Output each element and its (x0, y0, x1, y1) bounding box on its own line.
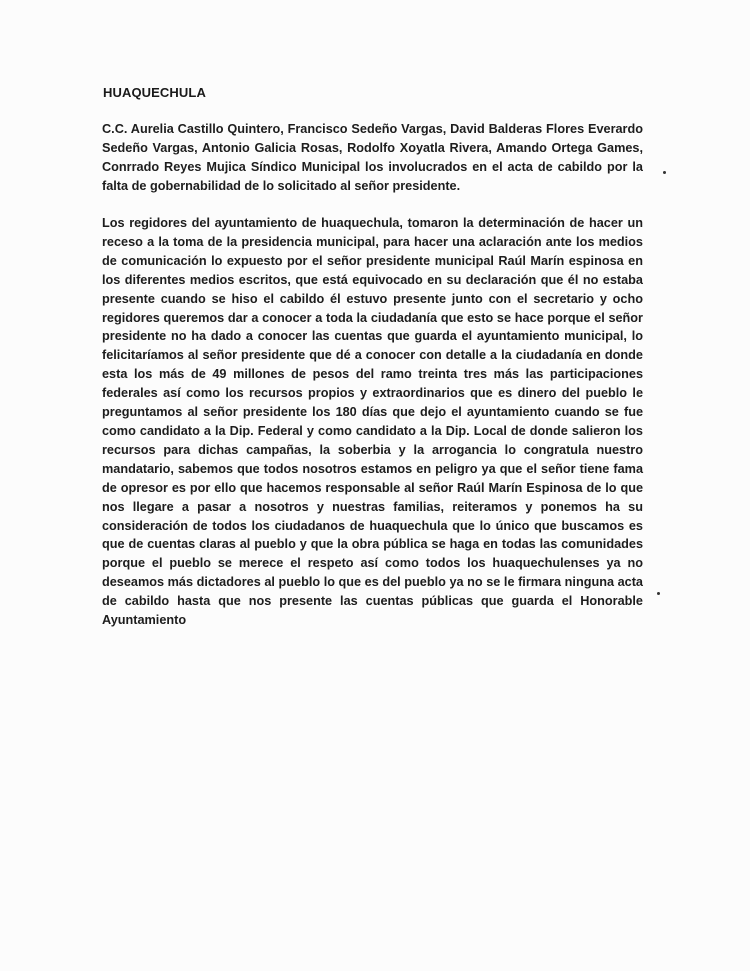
paragraph-statement: Los regidores del ayuntamiento de huaquechula, tomaron la determinación de hacer un receso a la toma de la presidencia municipal, para hacer una aclaración ante los medios de comunicación lo expuesto por el señor presidente municipal Raúl Marín espinosa en los diferentes medios escritos, que está equivocado en su declaración que él no estaba presente cuando se hiso el cabildo él estuvo presente junto con el secretario y ocho regidores queremos dar a conocer a toda la ciudadanía que esto se hace porque el señor presidente no ha dado a conocer las cuentas que guarda el ayuntamiento municipal, lo felicitaríamos al señor presidente que dé a conocer con detalle a la ciudadanía en donde esta los más de 49 millones de pesos del ramo treinta tres más las participaciones federales así como los recursos propios y extraordinarios que es dinero del pueblo le preguntamos al señor presidente los 180 días que dejo el ayuntamiento cuando se fue como candidato a la Dip. Federal y como candidato a la Dip. Local de donde salieron los recursos para dichas campañas, la soberbia y la arrogancia lo congratula nuestro mandatario, sabemos que todos nosotros estamos en peligro ya que el señor tiene fama de opresor es por ello que hacemos responsable al señor Raúl Marín Espinosa de lo que nos llegare a pasar a nosotros y nuestras familias, reiteramos y ponemos ha su consideración de todos los ciudadanos de huaquechula que lo único que buscamos es que de cuentas claras al pueblo y que la obra pública se haga en todas las comunidades porque el pueblo se merece el respeto así como todos los huaquechulenses ya no deseamos más dictadores al pueblo lo que es del pueblo ya no se le firmara ninguna acta de cabildo hasta que nos presente las cuentas públicas que guarda el Honorable Ayuntamiento (102, 216, 643, 628)
scan-speck (657, 592, 660, 595)
paragraph-signatories: C.C. Aurelia Castillo Quintero, Francisco Sedeño Vargas, David Balderas Flores Everardo Sedeño Vargas, Antonio Galicia Rosas, Rodolfo Xoyatla Rivera, Amando Ortega Games, Conrrado Reyes Mujica Síndico Municipal los involucrados en el acta de cabildo por la falta de gobernabilidad de lo solicitado al señor presidente. (102, 122, 643, 193)
document-title: HUAQUECHULA (103, 85, 206, 100)
scan-speck (663, 171, 666, 174)
